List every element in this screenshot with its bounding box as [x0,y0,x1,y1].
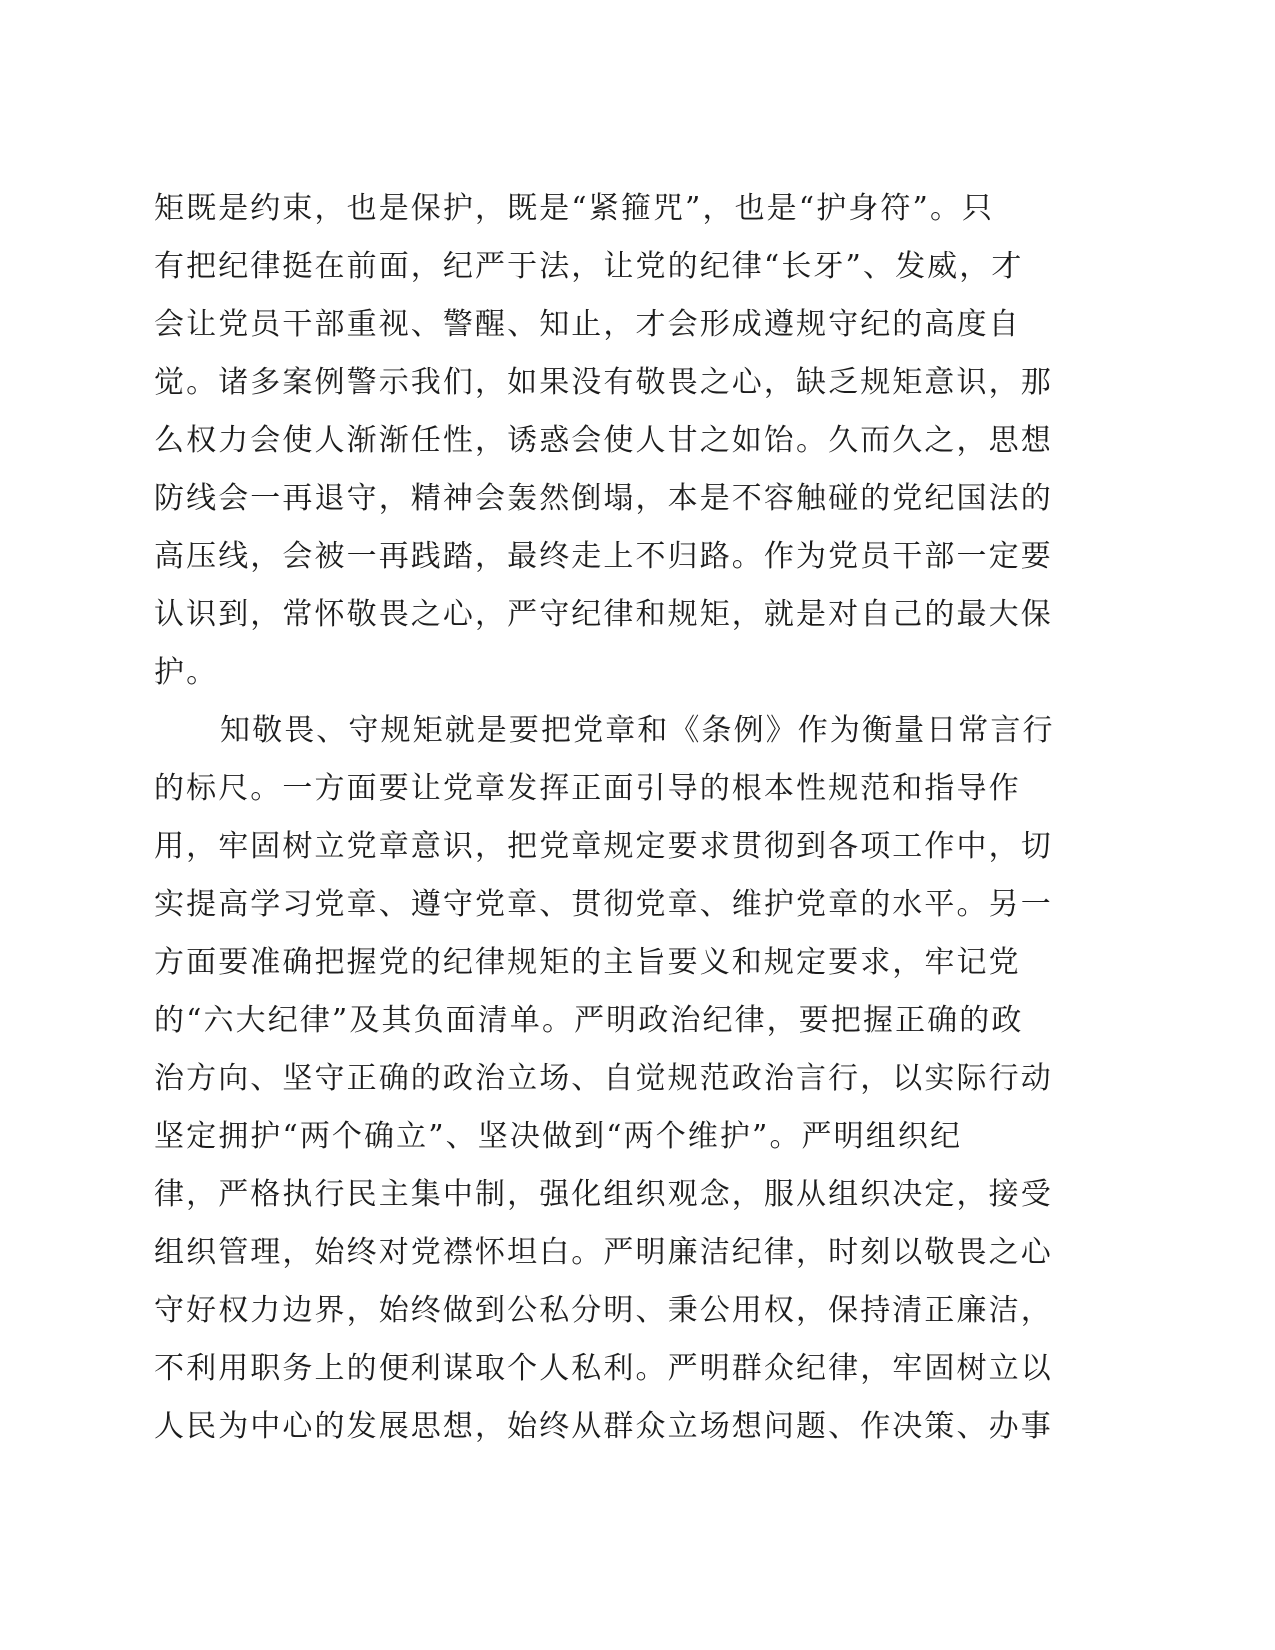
text-line: 护。 [154,655,219,690]
text-line: 治方向、坚守正确的政治立场、自觉规范政治言行，以实际行动 [154,1061,1053,1096]
text-line: 高压线，会被一再践踏，最终走上不归路。作为党员干部一定要 [154,539,1053,574]
text-line: 守好权力边界，始终做到公私分明、秉公用权，保持清正廉洁， [154,1293,1053,1328]
text-line: 矩既是约束，也是保护，既是“紧箍咒”，也是“护身符”。只 [154,191,995,226]
text-line: 实提高学习党章、遵守党章、贯彻党章、维护党章的水平。另一 [154,887,1053,922]
body-text [154,180,1084,1456]
text-line: 用，牢固树立党章意识，把党章规定要求贯彻到各项工作中，切 [154,829,1053,864]
text-line: 组织管理，始终对党襟怀坦白。严明廉洁纪律，时刻以敬畏之心 [154,1235,1053,1270]
paragraph-2 [154,702,1084,1456]
text-line: 方面要准确把握党的纪律规矩的主旨要义和规定要求，牢记党 [154,945,1021,980]
text-line: 觉。诸多案例警示我们，如果没有敬畏之心，缺乏规矩意识，那 [154,365,1053,400]
paragraph-1 [154,180,1084,702]
text-line: 么权力会使人渐渐任性，诱惑会使人甘之如饴。久而久之，思想 [154,423,1053,458]
text-line: 的标尺。一方面要让党章发挥正面引导的根本性规范和指导作 [154,771,1021,806]
text-line: 有把纪律挺在前面，纪严于法，让党的纪律“长牙”、发威，才 [154,249,1024,284]
text-line: 不利用职务上的便利谋取个人私利。严明群众纪律，牢固树立以 [154,1351,1053,1386]
text-line: 会让党员干部重视、警醒、知止，才会形成遵规守纪的高度自 [154,307,1021,342]
text-line: 的“六大纪律”及其负面清单。严明政治纪律，要把握正确的政 [154,1003,1024,1038]
text-line-indented: 知敬畏、守规矩就是要把党章和《条例》作为衡量日常言行 [220,713,1055,748]
text-line: 防线会一再退守，精神会轰然倒塌，本是不容触碰的党纪国法的 [154,481,1053,516]
text-line: 认识到，常怀敬畏之心，严守纪律和规矩，就是对自己的最大保 [154,597,1053,632]
text-line: 人民为中心的发展思想，始终从群众立场想问题、作决策、办事 [154,1409,1053,1444]
text-line: 坚定拥护“两个确立”、坚决做到“两个维护”。严明组织纪 [154,1119,963,1154]
text-line: 律，严格执行民主集中制，强化组织观念，服从组织决定，接受 [154,1177,1053,1212]
